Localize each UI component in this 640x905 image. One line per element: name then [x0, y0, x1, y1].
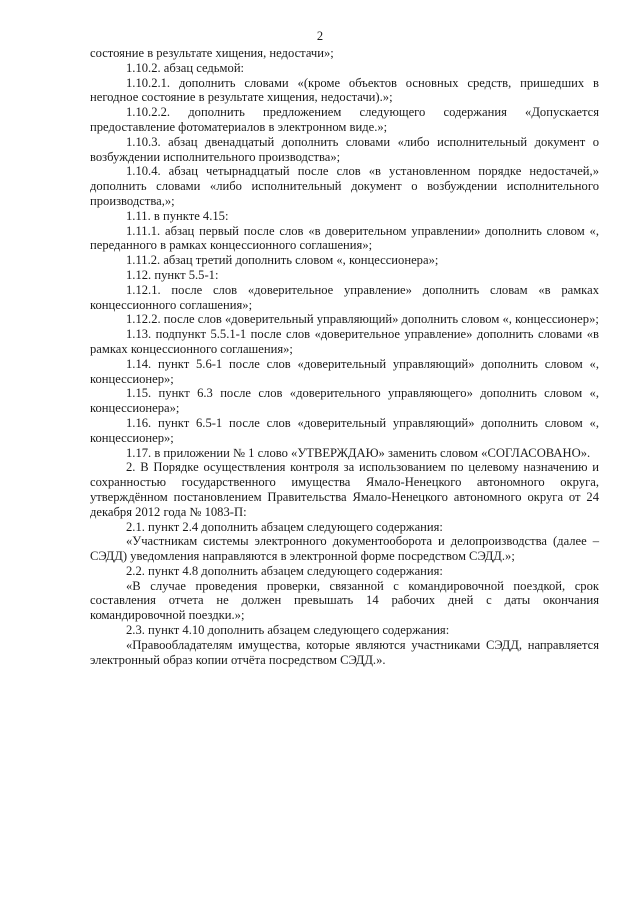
paragraph: 1.11. в пункте 4.15:	[126, 208, 229, 223]
paragraph: 1.17. в приложении № 1 слово «УТВЕРЖДАЮ» заменить словом «СОГЛАСОВАНО».	[126, 445, 591, 460]
paragraph: 1.11.1. абзац первый после слов «в доверительном управлении» дополнить словом «, переданного в рамках концессионного соглашения»;	[90, 223, 599, 253]
paragraph: «Участникам системы электронного документооборота и делопроизводства (далее – СЭДД) уведомления направляются в электронной форме посредством СЭДД.»;	[90, 534, 599, 564]
paragraph: 2.1. пункт 2.4 дополнить абзацем следующего содержания:	[126, 519, 443, 534]
paragraph: 2.3. пункт 4.10 дополнить абзацем следующего содержания:	[126, 623, 450, 638]
paragraph: 1.10.2.1. дополнить словами «(кроме объектов основных средств, пришедших в негодное состояние в результате хищения, недостачи).»;	[90, 75, 599, 105]
page-number: 2	[316, 29, 324, 43]
paragraph: 1.15. пункт 6.3 после слов «доверительного управляющего» дополнить словом «, концессионера»;	[90, 386, 599, 416]
paragraph: 1.10.3. абзац двенадцатый дополнить словами «либо исполнительный документ о возбуждении исполнительного производства»;	[90, 134, 599, 164]
paragraph: 1.16. пункт 6.5-1 после слов «доверительный управляющий» дополнить словом «, концессионер»;	[90, 415, 599, 445]
paragraph: 1.12.1. после слов «доверительное управление» дополнить словам «в рамках концессионного соглашения»;	[90, 282, 599, 312]
paragraph: состояние в результате хищения, недостачи»;	[90, 46, 334, 60]
paragraph: «В случае проведения проверки, связанной с командировочной поездкой, срок составления отчета не должен превышать 14 рабочих дней с даты окончания командировочной поездки.»;	[90, 578, 599, 623]
paragraph: 1.12. пункт 5.5-1:	[126, 267, 219, 282]
document-body	[90, 46, 599, 667]
paragraph: 1.14. пункт 5.6-1 после слов «доверительный управляющий» дополнить словом «, концессионер»;	[90, 356, 599, 386]
paragraph: 1.13. подпункт 5.5.1-1 после слов «доверительное управление» дополнить словами «в рамках концессионного соглашения»;	[90, 327, 599, 356]
paragraph: 1.10.2.2. дополнить предложением следующего содержания «Допускается предоставление фотоматериалов в электронном виде.»;	[90, 105, 599, 134]
paragraph: «Правообладателям имущества, которые являются участниками СЭДД, направляется электронный образ копии отчёта посредством СЭДД.».	[90, 637, 599, 667]
paragraph: 1.10.4. абзац четырнадцатый после слов «в установленном порядке недостачей,» дополнить словами «либо исполнительный документ о возбуждении исполнительного производства,»;	[90, 164, 599, 208]
paragraph: 1.12.2. после слов «доверительный управляющий» дополнить словом «, концессионер»;	[126, 312, 599, 327]
paragraph: 1.10.2. абзац седьмой:	[126, 60, 245, 75]
paragraph: 1.11.2. абзац третий дополнить словом «, концессионера»;	[126, 253, 439, 268]
paragraph: 2. В Порядке осуществления контроля за использованием по целевому назначению и сохранностью государственного имущества Ямало-Ненецкого автономного округа, утверждённом постановлением Правительства Ямало-Ненецкого автономного округа от 24 декабря 2012 года № 1083-П:	[90, 460, 599, 519]
paragraph: 2.2. пункт 4.8 дополнить абзацем следующего содержания:	[126, 563, 443, 578]
